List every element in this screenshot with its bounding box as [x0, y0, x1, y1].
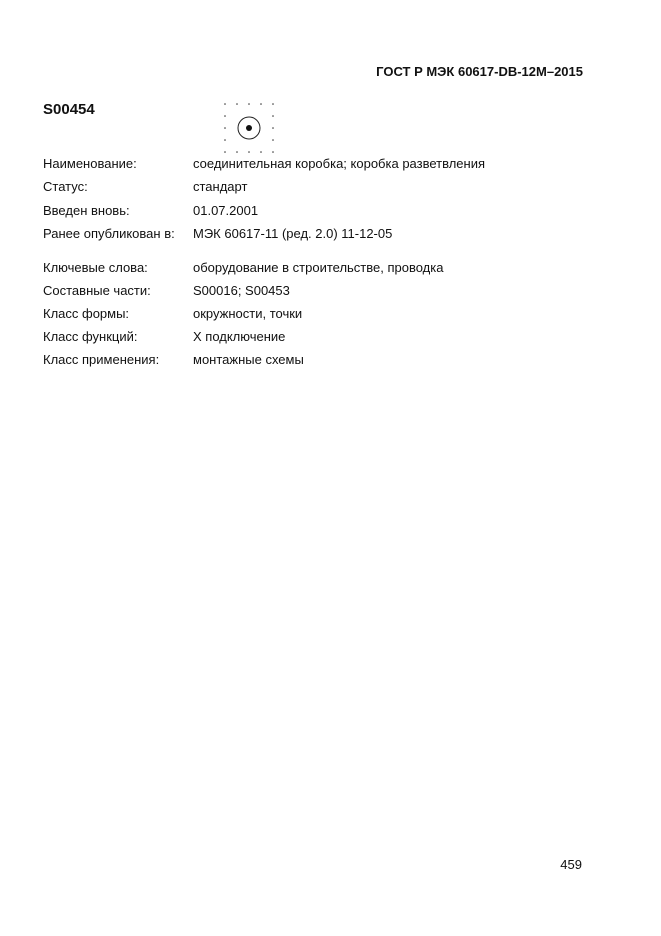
- field-value: МЭК 60617-11 (ред. 2.0) 11-12-05: [193, 226, 393, 241]
- field-row-status: [43, 179, 247, 194]
- field-value: соединительная коробка; коробка разветвления: [193, 156, 486, 171]
- field-value: оборудование в строительстве, проводка: [193, 260, 444, 275]
- page-number: 459: [560, 857, 582, 872]
- field-value: окружности, точки: [193, 306, 303, 321]
- document-header: ГОСТ Р МЭК 60617-DB-12M–2015: [376, 64, 583, 79]
- field-row-shape-class: [43, 306, 302, 321]
- field-label: Класс формы:: [43, 306, 130, 321]
- field-row-application-class: [43, 352, 304, 367]
- field-row-introduced: [43, 203, 258, 218]
- field-value: стандарт: [193, 179, 248, 194]
- field-value: монтажные схемы: [193, 352, 304, 367]
- field-row-components: [43, 283, 290, 298]
- junction-box-symbol-icon: [219, 98, 279, 156]
- field-value: S00016; S00453: [193, 283, 290, 298]
- field-label: Введен вновь:: [43, 203, 130, 218]
- field-row-function-class: [43, 329, 285, 344]
- symbol-code: S00454: [43, 101, 95, 118]
- field-label: Ранее опубликован в:: [43, 226, 175, 241]
- field-label: Класс применения:: [43, 352, 160, 367]
- field-row-previously-published: [43, 226, 392, 241]
- field-label: Ключевые слова:: [43, 260, 148, 275]
- field-value: 01.07.2001: [193, 203, 259, 218]
- field-label: Класс функций:: [43, 329, 138, 344]
- field-label: Наименование:: [43, 156, 137, 171]
- field-row-name: [43, 156, 485, 171]
- field-row-keywords: [43, 260, 443, 275]
- field-label: Составные части:: [43, 283, 151, 298]
- field-label: Статус:: [43, 179, 88, 194]
- field-value: X подключение: [193, 329, 286, 344]
